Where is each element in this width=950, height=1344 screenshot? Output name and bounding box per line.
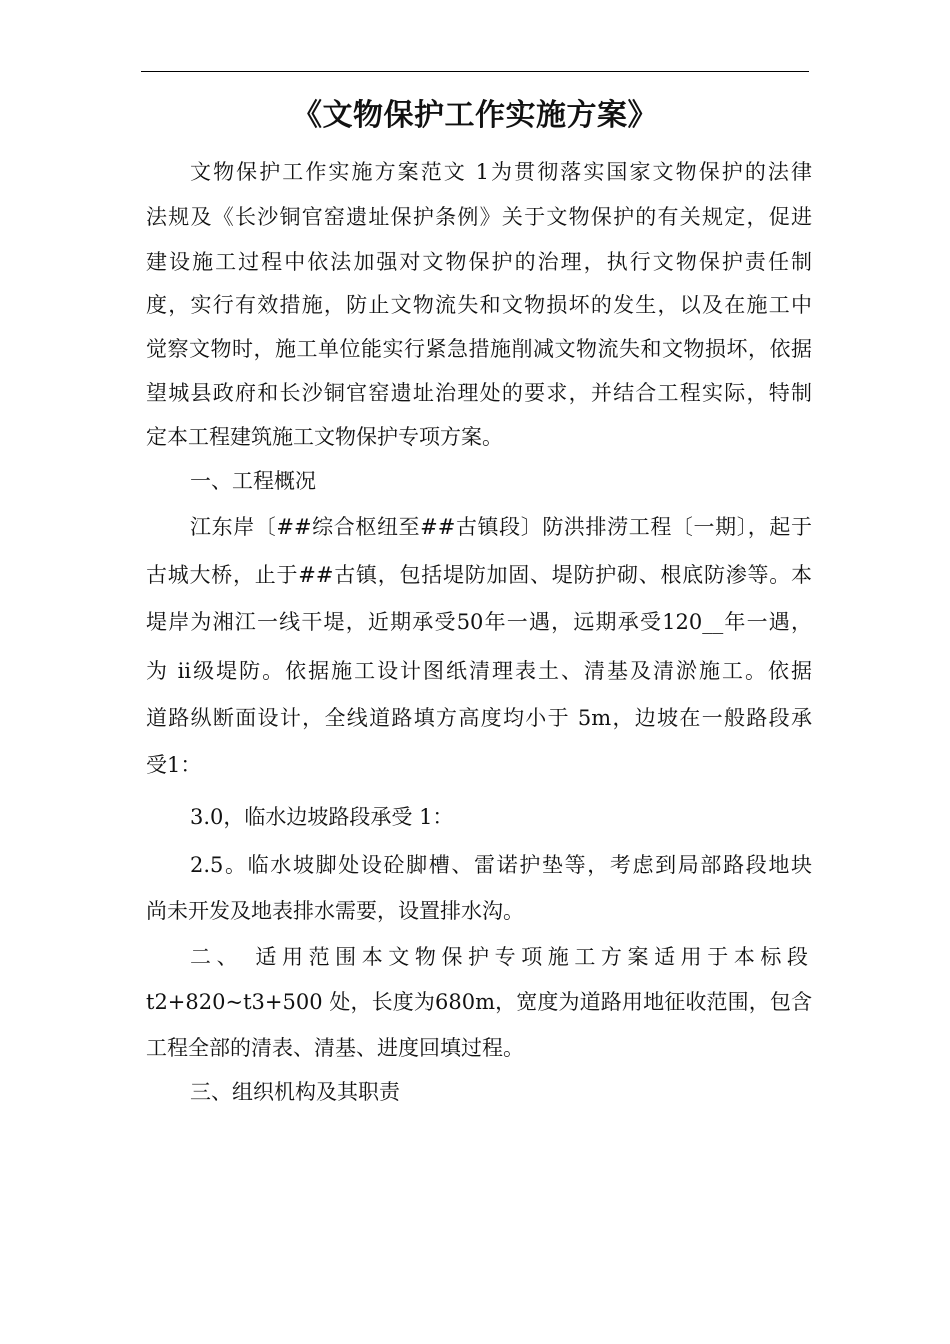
text-line: 文物保护工作实施方案范文 1为贯彻落实国家文物保护的法律 bbox=[190, 160, 812, 184]
text-line: 道路纵断面设计，全线道路填方高度均小于 5m，边坡在一般路段承 bbox=[146, 706, 812, 730]
text-line: 度，实行有效措施，防止文物流失和文物损坏的发生，以及在施工中 bbox=[146, 293, 812, 317]
text-line: 受1： bbox=[146, 753, 202, 777]
text-line: 工程全部的清表、清基、进度回填过程。 bbox=[146, 1036, 524, 1060]
text-line: 堤岸为湘江一线干堤，近期承受50年一遇，远期承受120__年一遇， bbox=[146, 610, 812, 634]
text-line: 法规及《长沙铜官窑遗址保护条例》关于文物保护的有关规定，促进 bbox=[146, 205, 812, 229]
text-line: 为 ii级堤防。依据施工设计图纸清理表土、清基及清淤施工。依据 bbox=[146, 659, 812, 683]
text-line: 古城大桥，止于##古镇，包括堤防加固、堤防护砌、根底防渗等。本 bbox=[146, 563, 812, 587]
section-heading: 一、工程概况 bbox=[190, 469, 316, 493]
text-line: 定本工程建筑施工文物保护专项方案。 bbox=[146, 425, 503, 449]
text-line: t2+820~t3+500 处，长度为680m，宽度为道路用地征收范围，包含 bbox=[146, 990, 812, 1014]
section-heading: 二、 适用范围本文物保护专项施工方案适用于本标段 bbox=[190, 945, 812, 969]
document-title: 《文物保护工作实施方案》 bbox=[292, 98, 658, 133]
text-line: 望城县政府和长沙铜官窑遗址治理处的要求，并结合工程实际，特制 bbox=[146, 381, 812, 405]
text-line: 3.0，临水边坡路段承受 1： bbox=[190, 805, 454, 829]
text-line: 觉察文物时，施工单位能实行紧急措施削减文物流失和文物损坏，依据 bbox=[146, 337, 812, 361]
text-line: 尚未开发及地表排水需要，设置排水沟。 bbox=[146, 899, 524, 923]
text-line: 江东岸〔##综合枢纽至##古镇段〕防洪排涝工程〔一期〕，起于 bbox=[190, 515, 812, 539]
text-line: 建设施工过程中依法加强对文物保护的治理，执行文物保护责任制 bbox=[146, 250, 812, 274]
header-rule bbox=[141, 71, 809, 72]
text-line: 2.5。临水坡脚处设砼脚槽、雷诺护垫等，考虑到局部路段地块 bbox=[190, 853, 812, 877]
section-heading: 三、组织机构及其职责 bbox=[190, 1080, 400, 1104]
